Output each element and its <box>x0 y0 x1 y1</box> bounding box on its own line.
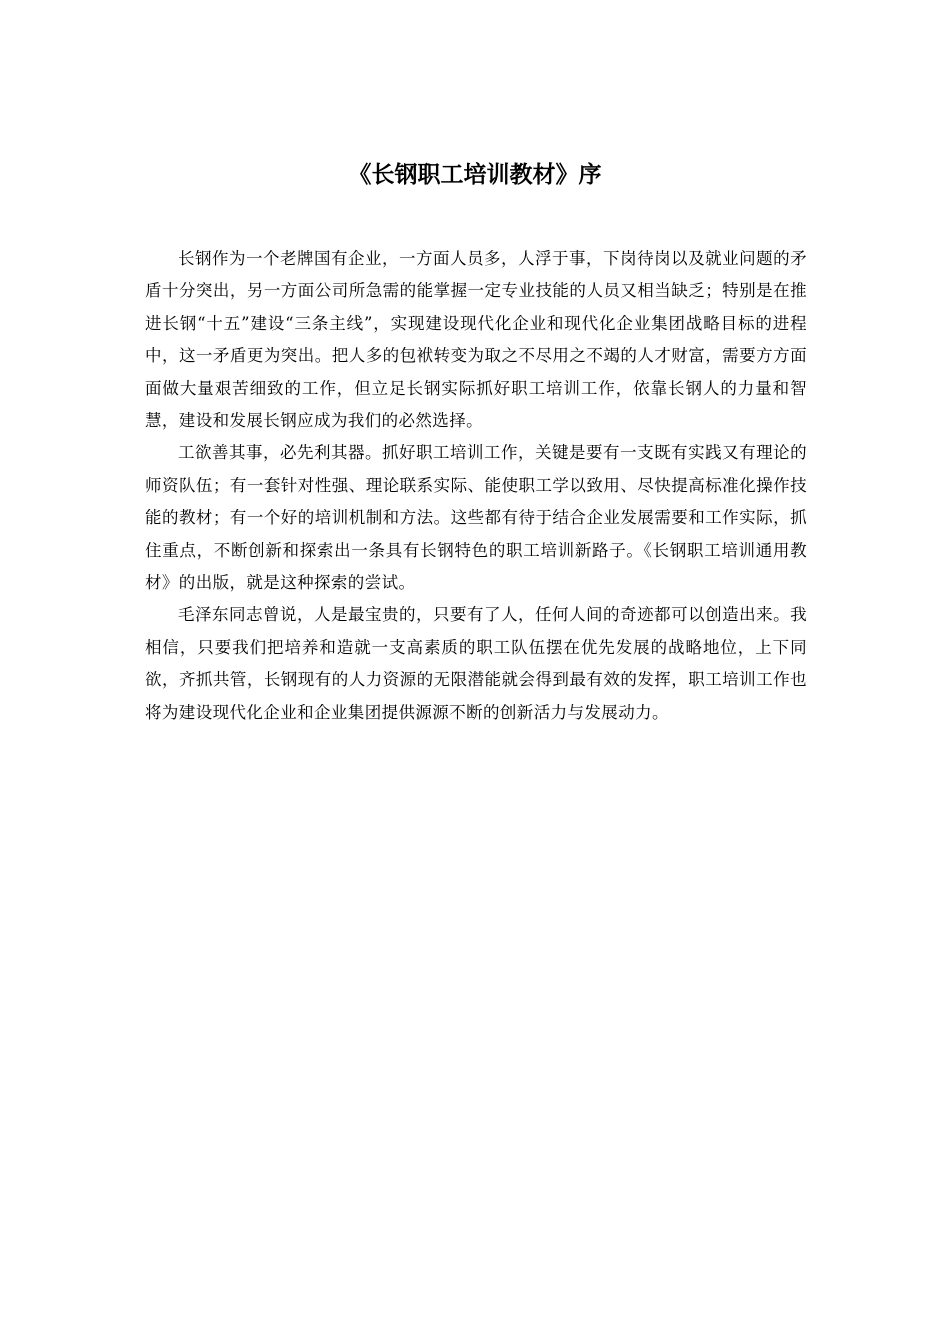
paragraph-2: 工欲善其事，必先利其器。抓好职工培训工作，关键是要有一支既有实践又有理论的师资队伍；有一套针对性强、理论联系实际、能使职工学以致用、尽快提高标准化操作技能的教材；有一个好的培训机制和方法。这些都有待于结合企业发展需要和工作实际，抓住重点，不断创新和探索出一条具有长钢特色的职工培训新路子。《长钢职工培训通用教材》的出版，就是这种探索的尝试。 <box>145 443 807 593</box>
document-title: 《长钢职工培训教材》序 <box>348 162 602 188</box>
paragraph-3: 毛泽东同志曾说，人是最宝贵的，只要有了人，任何人间的奇迹都可以创造出来。我相信，只要我们把培养和造就一支高素质的职工队伍摆在优先发展的战略地位，上下同欲，齐抓共管，长钢现有的人力资源的无限潜能就会得到最有效的发挥，职工培训工作也将为建设现代化企业和企业集团提供源源不断的创新活力与发展动力。 <box>145 605 807 722</box>
paragraph-1: 长钢作为一个老牌国有企业，一方面人员多，人浮于事，下岗待岗以及就业问题的矛盾十分突出，另一方面公司所急需的能掌握一定专业技能的人员又相当缺乏；特别是在推进长钢“十五”建设“三条主线”，实现建设现代化企业和现代化企业集团战略目标的进程中，这一矛盾更为突出。把人多的包袱转变为取之不尽用之不竭的人才财富，需要方方面面做大量艰苦细致的工作，但立足长钢实际抓好职工培训工作，依靠长钢人的力量和智慧，建设和发展长钢应成为我们的必然选择。 <box>145 249 807 431</box>
document-body <box>145 243 807 729</box>
